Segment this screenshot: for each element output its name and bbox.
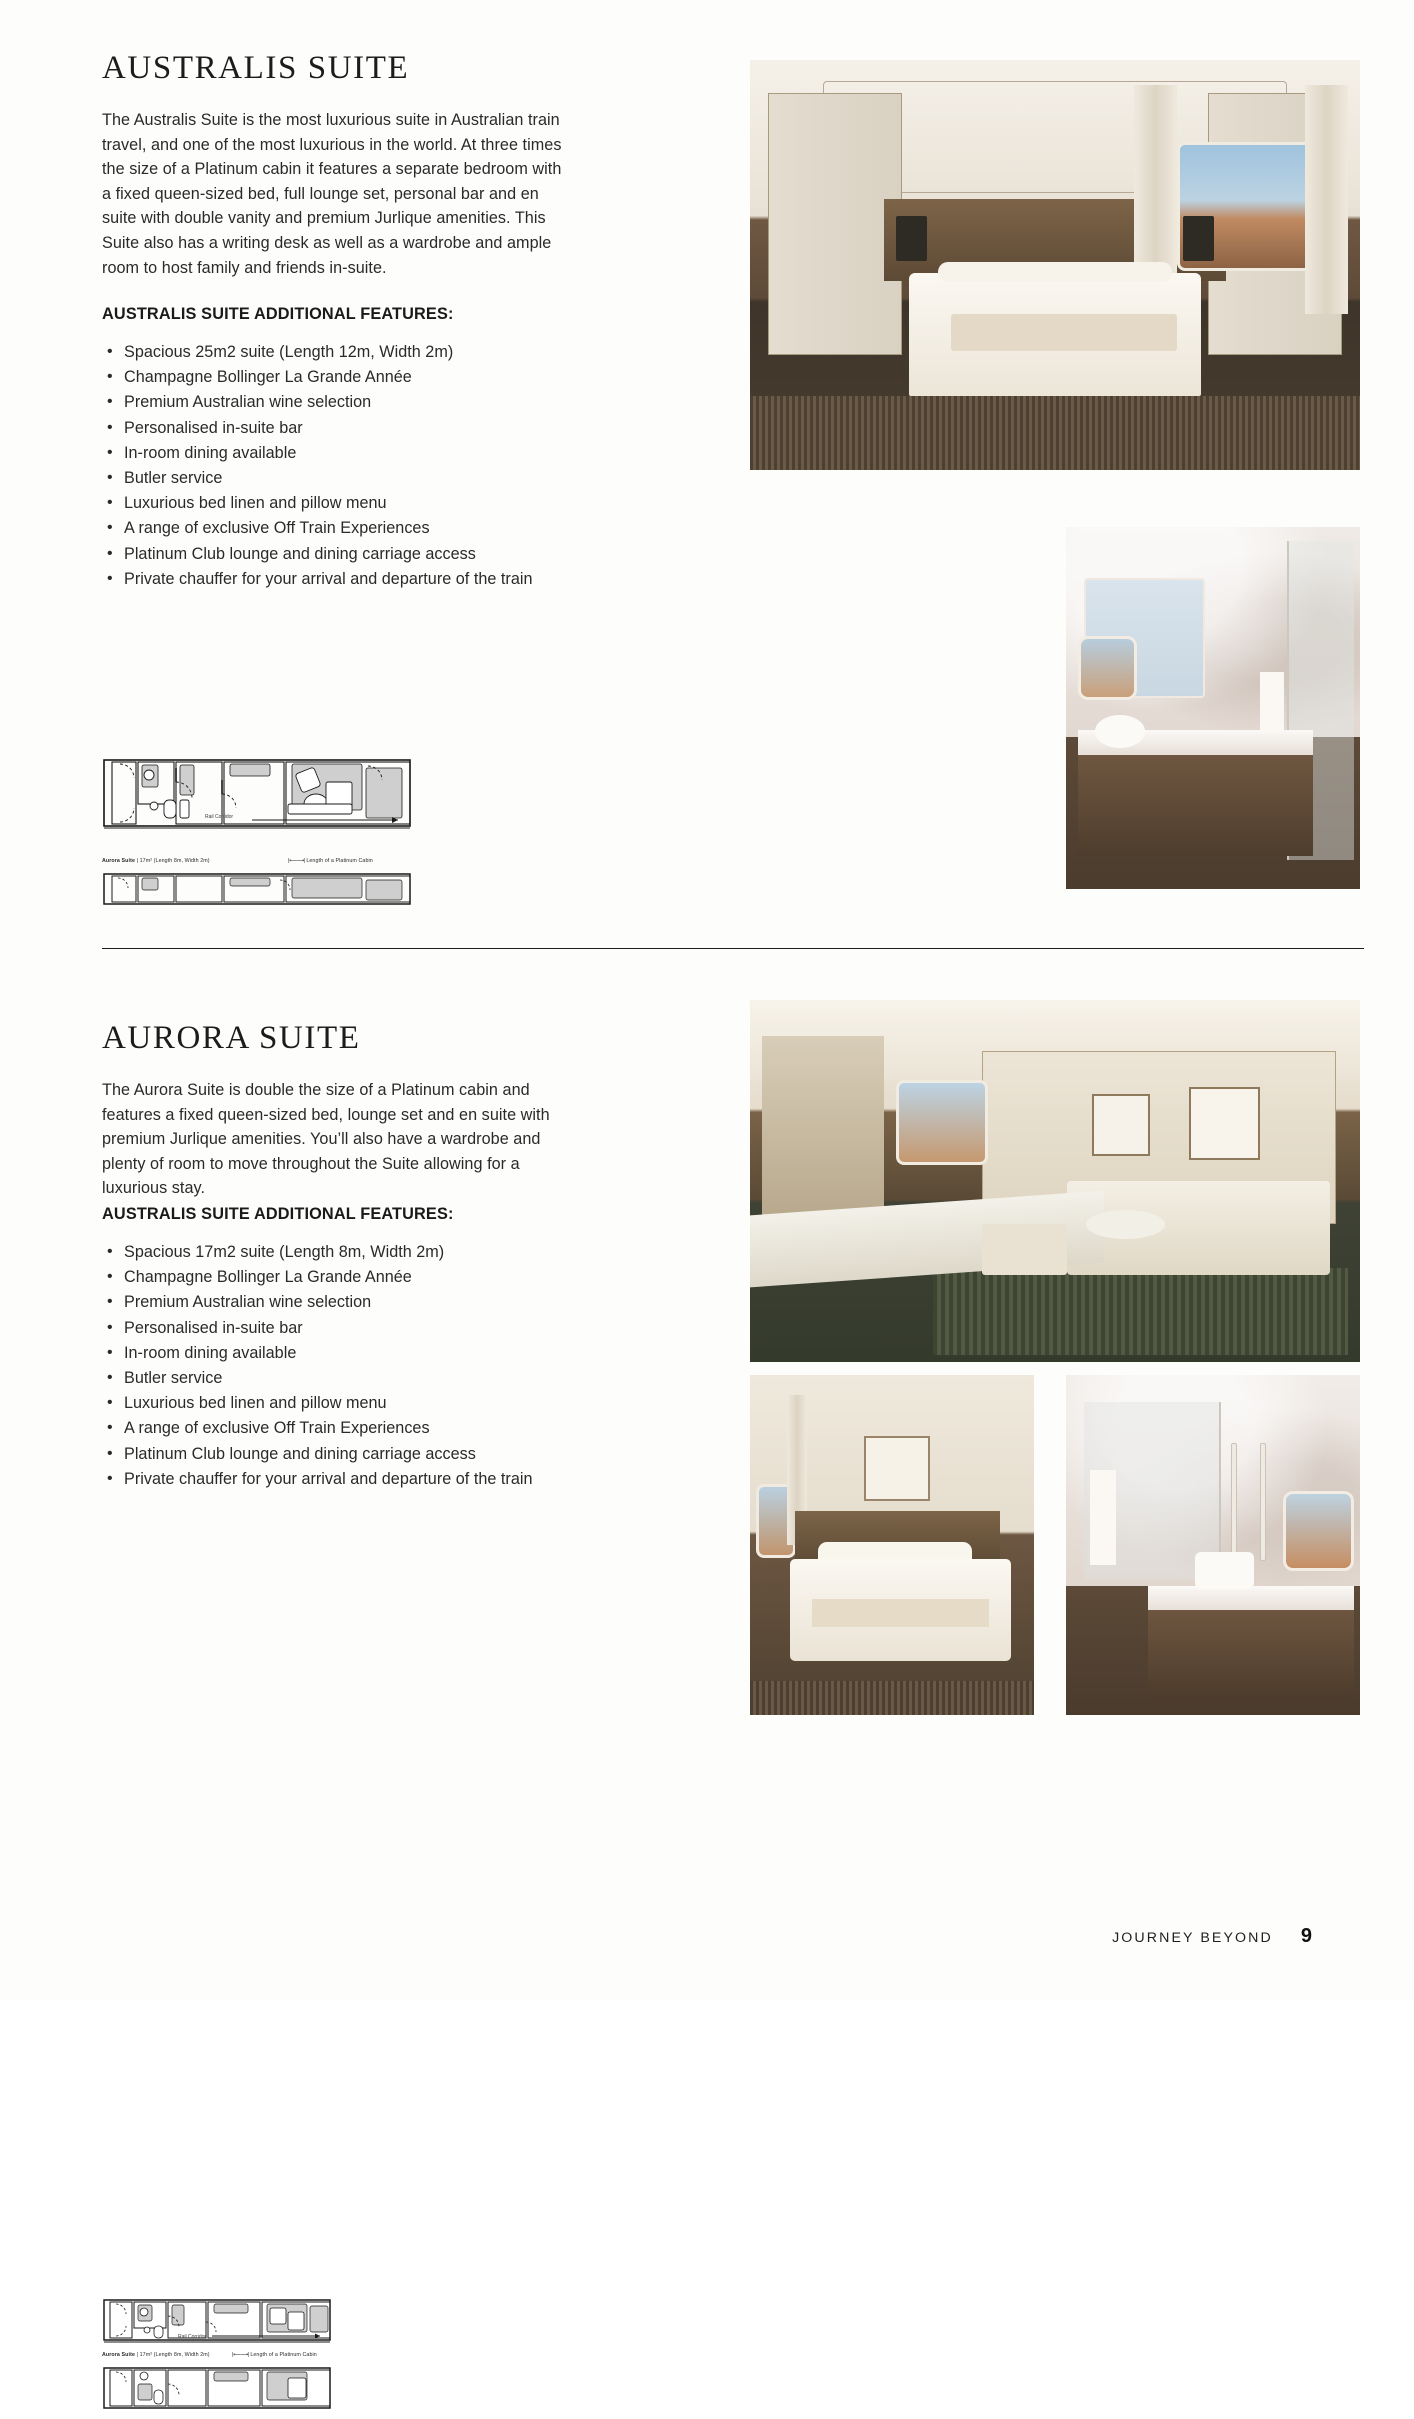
- australis-floorplan-svg: [102, 748, 412, 888]
- photo-detail-throw: [812, 1599, 988, 1626]
- list-item: • Spacious 17m2 suite (Length 8m, Width 2m): [102, 1240, 572, 1265]
- aurora-features-list-wrap: [102, 1240, 572, 1492]
- list-item: • In-room dining available: [102, 441, 572, 466]
- list-item: • Platinum Club lounge and dining carriage access: [102, 542, 572, 567]
- list-item: • Private chauffer for your arrival and departure of the train: [102, 1467, 572, 1492]
- aurora-suite-lounge-photo: [750, 1000, 1360, 1362]
- photo-detail-counter: [1148, 1586, 1354, 1610]
- aurora-floorplan-corridor-label: Rail Corridor: [178, 2334, 207, 2340]
- photo-detail-wall-left: [768, 93, 902, 355]
- australis-floorplan-secondary: [102, 872, 412, 906]
- photo-detail-floor: [750, 1681, 1034, 1715]
- page-title-aurora: AURORA SUITE: [102, 1020, 361, 1056]
- aurora-features-heading-wrap: [102, 1205, 572, 1224]
- aurora-features-list: [102, 1240, 572, 1492]
- photo-detail-artwork-1: [1092, 1094, 1151, 1156]
- photo-detail-wall-light-2: [1260, 1443, 1266, 1561]
- australis-floorplan-caption-rest: | 17m² (Length 8m, Width 2m): [136, 858, 210, 864]
- aurora-floorplan-caption: [102, 2352, 210, 2358]
- australis-intro-text: The Australis Suite is the most luxurious suite in Australian train travel, and one of the most luxurious in the world. At three times the size of a Platinum cabin it features a separate bedroom with a fixed queen-sized bed, full lounge set, personal bar and en suite with double vanity and premium Jurlique amenities. This Suite also has a writing desk as well as a wardrobe and ample room to host family and friends in-suite.: [102, 111, 562, 277]
- photo-detail-throw: [951, 314, 1177, 351]
- photo-detail-cabinet: [1078, 755, 1313, 856]
- australis-text-column: [102, 52, 572, 85]
- photo-detail-window: [896, 1080, 987, 1166]
- photo-detail-artwork: [864, 1436, 930, 1501]
- list-item: • Butler service: [102, 1366, 572, 1391]
- list-item: • Personalised in-suite bar: [102, 1316, 572, 1341]
- australis-floorplan-caption: [102, 858, 210, 864]
- photo-detail-artwork-2: [1189, 1087, 1260, 1160]
- list-item: • Private chauffer for your arrival and departure of the train: [102, 567, 572, 592]
- australis-features-list-wrap: [102, 340, 572, 592]
- australis-floorplan-caption-bold: Aurora Suite: [102, 858, 135, 864]
- aurora-floorplan-caption-bold: Aurora Suite: [102, 2352, 135, 2358]
- page-footer: [1112, 1925, 1312, 1948]
- photo-detail-wall-light-1: [1231, 1443, 1237, 1561]
- list-item: • A range of exclusive Off Train Experiences: [102, 1416, 572, 1441]
- photo-detail-lamp-right: [1183, 216, 1214, 261]
- australis-features-list: [102, 340, 572, 592]
- aurora-intro-paragraph: [102, 1078, 572, 1201]
- photo-detail-window: [1283, 1491, 1354, 1572]
- aurora-scale-text: Length of a Platinum Cabin: [250, 2352, 317, 2358]
- list-item: • Personalised in-suite bar: [102, 416, 572, 441]
- photo-detail-lamp-left: [896, 216, 927, 261]
- photo-detail-floor: [750, 396, 1360, 470]
- footer-brand: JOURNEY BEYOND: [1112, 1930, 1273, 1946]
- aurora-floorplan-svg: [102, 2296, 332, 2352]
- aurora-features-heading: AUSTRALIS SUITE ADDITIONAL FEATURES:: [102, 1205, 454, 1223]
- photo-detail-bar: [762, 1036, 884, 1217]
- list-item: • Premium Australian wine selection: [102, 1290, 572, 1315]
- list-item: • A range of exclusive Off Train Experiences: [102, 516, 572, 541]
- aurora-floorplan-secondary: [102, 2364, 332, 2414]
- australis-floorplan-scale-label: |⟵⟶| Length of a Platinum Cabin: [288, 858, 373, 864]
- section-divider: [102, 948, 1364, 949]
- photo-detail-ottoman: [982, 1224, 1067, 1275]
- photo-detail-table: [1086, 1210, 1165, 1239]
- aurora-suite-bathroom-photo: [1066, 1375, 1360, 1715]
- australis-floorplan: [102, 748, 412, 888]
- page-number: 9: [1300, 1925, 1312, 1947]
- photo-detail-basin: [1195, 1552, 1254, 1589]
- australis-suite-bathroom-photo: [1066, 527, 1360, 889]
- list-item: • Butler service: [102, 466, 572, 491]
- australis-suite-bedroom-photo: [750, 60, 1360, 470]
- australis-scale-text: Length of a Platinum Cabin: [306, 858, 373, 864]
- list-item: • Luxurious bed linen and pillow menu: [102, 491, 572, 516]
- aurora-intro-text: The Aurora Suite is double the size of a Platinum cabin and features a fixed queen-sized bed, lounge set and en suite with premium Jurlique amenities. You’ll also have a wardrobe and plenty of room to move throughout the Suite allowing for a luxurious stay.: [102, 1081, 550, 1198]
- page-title-australis: AUSTRALIS SUITE: [102, 50, 410, 86]
- australis-floorplan-corridor-label: Rail Corridor: [205, 814, 234, 820]
- aurora-floorplan-scale-label: |⟵⟶| Length of a Platinum Cabin: [232, 2352, 317, 2358]
- australis-intro-paragraph: [102, 108, 572, 280]
- australis-features-heading-wrap: [102, 305, 572, 324]
- list-item: • Platinum Club lounge and dining carriage access: [102, 1442, 572, 1467]
- list-item: • In-room dining available: [102, 1341, 572, 1366]
- aurora-floorplan-secondary-svg: [102, 2364, 332, 2414]
- photo-detail-window: [1078, 636, 1137, 700]
- australis-features-heading: AUSTRALIS SUITE ADDITIONAL FEATURES:: [102, 305, 454, 323]
- aurora-floorplan: [102, 2296, 332, 2352]
- photo-detail-basin: [1095, 715, 1145, 748]
- photo-detail-towel: [1090, 1470, 1116, 1565]
- list-item: • Champagne Bollinger La Grande Année: [102, 1265, 572, 1290]
- list-item: • Premium Australian wine selection: [102, 390, 572, 415]
- aurora-floorplan-caption-rest: | 17m² (Length 8m, Width 2m): [136, 2352, 210, 2358]
- list-item: • Champagne Bollinger La Grande Année: [102, 365, 572, 390]
- photo-detail-curtain-right: [1305, 85, 1348, 315]
- photo-detail-rug: [933, 1268, 1348, 1355]
- list-item: • Luxurious bed linen and pillow menu: [102, 1391, 572, 1416]
- list-item: • Spacious 25m2 suite (Length 12m, Width 2m): [102, 340, 572, 365]
- aurora-text-column: [102, 1022, 572, 1055]
- photo-detail-cabinet: [1148, 1610, 1354, 1698]
- aurora-suite-bedroom-photo: [750, 1375, 1034, 1715]
- australis-floorplan-secondary-svg: [102, 872, 412, 906]
